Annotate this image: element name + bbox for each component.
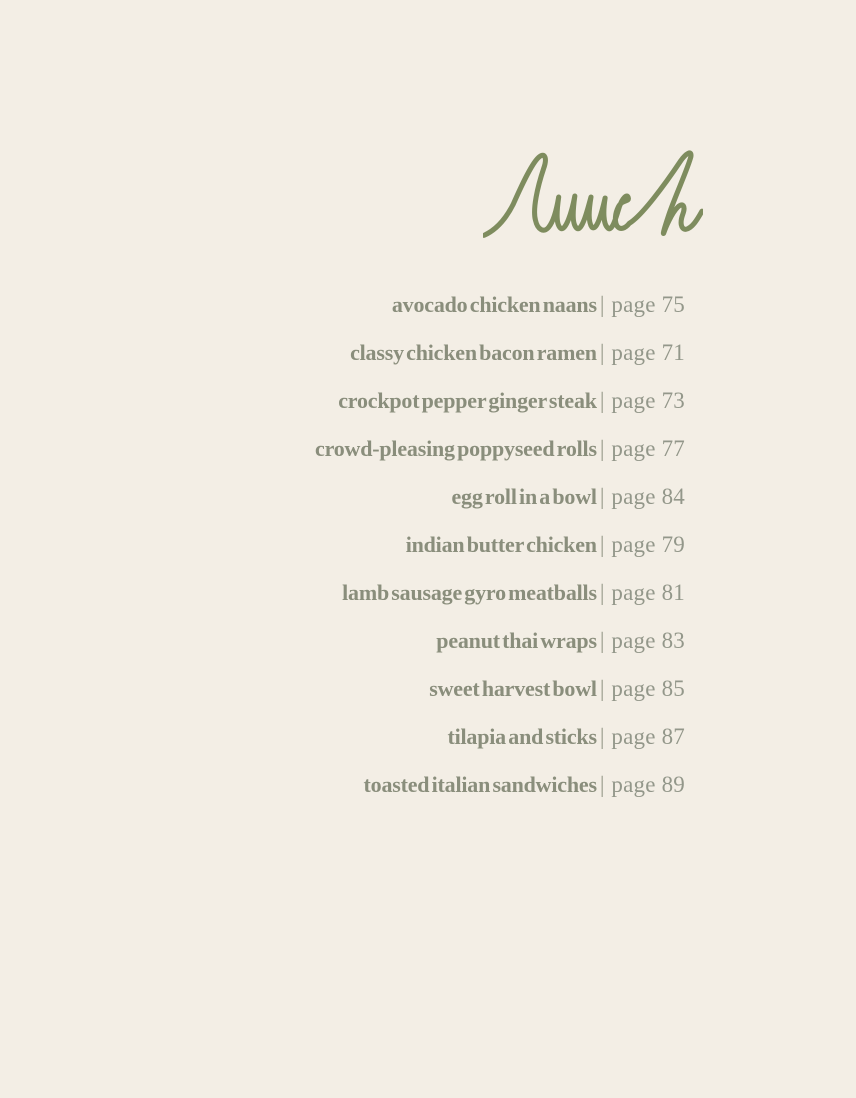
- separator: |: [599, 772, 605, 797]
- separator: |: [599, 340, 605, 365]
- separator: |: [599, 388, 605, 413]
- page-number: page 79: [611, 532, 685, 557]
- separator: |: [599, 724, 605, 749]
- recipe-name: egg roll in a bowl: [451, 484, 597, 509]
- separator: |: [599, 436, 605, 461]
- page-number: page 84: [611, 484, 685, 509]
- toc-entry[interactable]: [0, 377, 685, 425]
- separator: |: [599, 292, 605, 317]
- page-number: page 75: [611, 292, 685, 317]
- page-number: page 87: [611, 724, 685, 749]
- page-number: page 71: [611, 340, 685, 365]
- recipe-name: crockpot pepper ginger steak: [338, 388, 597, 413]
- toc-entry[interactable]: [0, 617, 685, 665]
- recipe-name: sweet harvest bowl: [429, 676, 597, 701]
- page-number: page 81: [611, 580, 685, 605]
- toc-entry[interactable]: [0, 713, 685, 761]
- toc-entry[interactable]: [0, 281, 685, 329]
- separator: |: [599, 676, 605, 701]
- recipe-name: toasted italian sandwiches: [363, 772, 597, 797]
- toc-entry[interactable]: [0, 665, 685, 713]
- recipe-name: crowd-pleasing poppyseed rolls: [315, 436, 597, 461]
- separator: |: [599, 532, 605, 557]
- separator: |: [599, 580, 605, 605]
- separator: |: [599, 628, 605, 653]
- page-number: page 89: [611, 772, 685, 797]
- recipe-name: classy chicken bacon ramen: [350, 340, 597, 365]
- table-of-contents: [0, 281, 685, 809]
- recipe-name: indian butter chicken: [405, 532, 597, 557]
- page-number: page 83: [611, 628, 685, 653]
- separator: |: [599, 484, 605, 509]
- section-title: [483, 146, 703, 242]
- lunch-script-title: [483, 146, 703, 242]
- recipe-name: tilapia and sticks: [447, 724, 597, 749]
- recipe-name: avocado chicken naans: [391, 292, 597, 317]
- toc-entry[interactable]: [0, 761, 685, 809]
- toc-entry[interactable]: [0, 521, 685, 569]
- toc-entry[interactable]: [0, 569, 685, 617]
- toc-entry[interactable]: [0, 425, 685, 473]
- toc-entry[interactable]: [0, 329, 685, 377]
- page-number: page 77: [611, 436, 685, 461]
- page-number: page 73: [611, 388, 685, 413]
- toc-entry[interactable]: [0, 473, 685, 521]
- page-number: page 85: [611, 676, 685, 701]
- recipe-name: peanut thai wraps: [436, 628, 597, 653]
- recipe-name: lamb sausage gyro meatballs: [342, 580, 597, 605]
